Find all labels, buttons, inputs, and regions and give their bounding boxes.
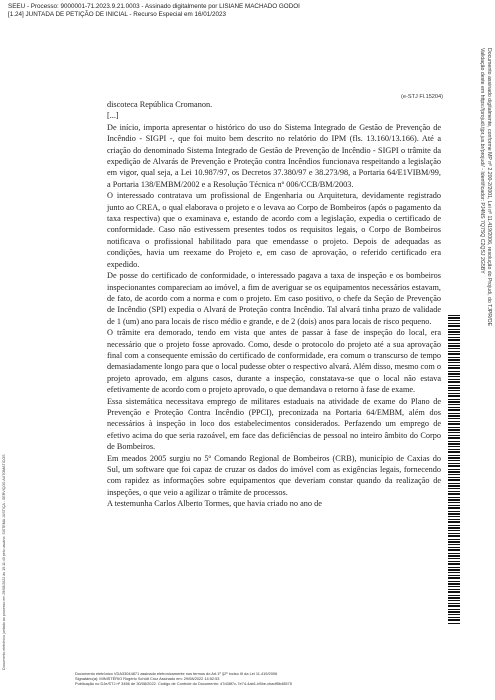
- header-process-line: SEEU - Processo: 9000001-71.2023.9.21.0003 - Assinado digitalmente por LISIANE MACHADO GODOI: [8, 3, 300, 10]
- document-body: [107, 99, 441, 510]
- paragraph: Em meados 2005 surgiu no 5º Comando Regional de Bombeiros (CRB), município de Caxias do Sul, um software que foi capaz de cruzar os dados do imóvel com as exigências legais, fornecendo com rapidez as informações sobre equipamentos que deveriam constar quando da realização de inspeções, o que veio a agilizar o trâmite de processos.: [107, 453, 441, 497]
- right-margin-signature: [462, 48, 492, 608]
- footer-line: Signatário(a): MINISTÉRIO Rogério Schütt Cruz Assinado em: 29/08/2022 14:52:53: [75, 676, 220, 681]
- system-header: [8, 3, 448, 19]
- paragraph: De posse do certificado de conformidade, o interessado pagava a taxa de inspeção e os bombeiros inspecionantes compareciam ao imóvel, a fim de averiguar se os equipamentos necessários estavam, de fato, de acordo com a norma e com o projeto. Em caso positivo, o chefe da Seção de Prevenção de Incêndio (SPI) expedia o Alvará de Proteção contra Incêndio. Tal alvará tinha prazo de validade de 1 (um) ano para locais de risco médio e grande, e de 2 (dois) anos para locais de risco pequeno.: [107, 271, 441, 326]
- barcode-image: [448, 315, 460, 625]
- paragraph: De início, importa apresentar o histórico do uso do Sistema Integrado de Gestão de Prevenção de Incêndio - SIGPI -, que foi muito bem descrito no relatório do IPM (fls. 13.160/13.166). Até a criação do denominado Sistema Integrado de Gestão de Prevenção de Incêndio - SIGPI o trâmite da expedição de Alvarás de Prevenção e Proteção contra Incêndios funcionava respeitando a legislação em vigor, qual seja, a Lei 10.987/97, os Decretos 37.380/97 e 38.273/98, a Portaria 64/E1VIBM/99, a Portaria 138/EMBM/2002 e a Resolução Técnica nº 006/CCB/BM/2003.: [107, 122, 441, 189]
- header-docket-line: [1.24] JUNTADA DE PETIÇÃO DE INICIAL - Recurso Especial em 16/01/2023: [8, 11, 227, 18]
- page-code-stamp: (e-STJ Fl.15204): [401, 94, 443, 100]
- footer-line: Publicação no DJe/STJ nº 3456 de 30/08/2022. Código de Controle do Documento: 47d38f7c-7e74-4ab1-b5be-cbadf5b48575: [75, 681, 292, 686]
- left-margin-note: Documento eletrônico juntado ao processo em 29/08/2022 às 15:11:40 pelo usuário: SISTEMA JUSTIÇA - SERVIÇOS AUTOMÁTICOS: [2, 454, 6, 670]
- paragraph: discoteca República Cromanon.: [107, 100, 213, 109]
- footer-line: Documento eletrônico VDA33044871 assinado eletronicamente nos termos do Art.1º §2º inciso III da Lei 11.419/2006: [75, 671, 278, 676]
- paragraph: Essa sistemática necessitava emprego de militares estaduais na atividade de exame do Plano de Prevenção e Proteção Contra Incêndio (PPCI), preconizada na Portaria 64/EMBM, além dos necessários à inspeção in loco dos estabelecimentos considerados. Perfazendo um emprego de efetivo acima do que seria razoável, em face das deficiências de pessoal no inteiro âmbito do Corpo de Bombeiros.: [107, 396, 441, 452]
- paragraph: O interessado contratava um profissional de Engenharia ou Arquitetura, devidamente registrado junto ao CREA, o qual elaborava o projeto e o levava ao Corpo de Bombeiros (após o pagamento da taxa respectiva) que o examinava e, estando de acordo com a legislação, expedia o certificado de conformidade. Caso não estivessem presentes todos os requisitos legais, o Corpo de Bombeiros notificava o profissional habilitado para que emendasse o projeto. Depois de adequadas as condições, havia um reexame do Projeto e, em caso de aprovação, o referido certificado era expedido.: [107, 191, 441, 269]
- paragraph: [...]: [107, 111, 119, 121]
- paragraph: A testemunha Carlos Alberto Tormes, que havia criado no ano de: [107, 499, 322, 509]
- paragraph: O trâmite era demorado, tendo em vista que antes de passar à fase de inspeção do local, era necessário que o projeto fosse aprovado. Como, desde o protocolo do projeto até a sua aprovação final com a consequente emissão do certificado de conformidade, era comum o transcurso de tempo demasiadamente longo para que o local pudesse obter o respectivo alvará. Além disso, mesmo com o projeto aprovado, em alguns casos, durante a inspeção, constatava-se que o local não estava efetivamente de acordo com o projeto aprovado, o que demandava o retorno à fase de exame.: [107, 328, 441, 395]
- electronic-signature-footer: [75, 671, 415, 686]
- signature-line: Documento assinado digitalmente, conforme MP nº 2.200-2/2001, Lei nº 11.419/2006, resolução do Projudi, do TJPR/OE: [486, 48, 492, 327]
- validation-line: Validação deste em https://projudi.tjpr.jus.br/projudi/ - Identificador: PJ4NS 7Q7SQ C2QSJ 2G5BY: [479, 48, 485, 274]
